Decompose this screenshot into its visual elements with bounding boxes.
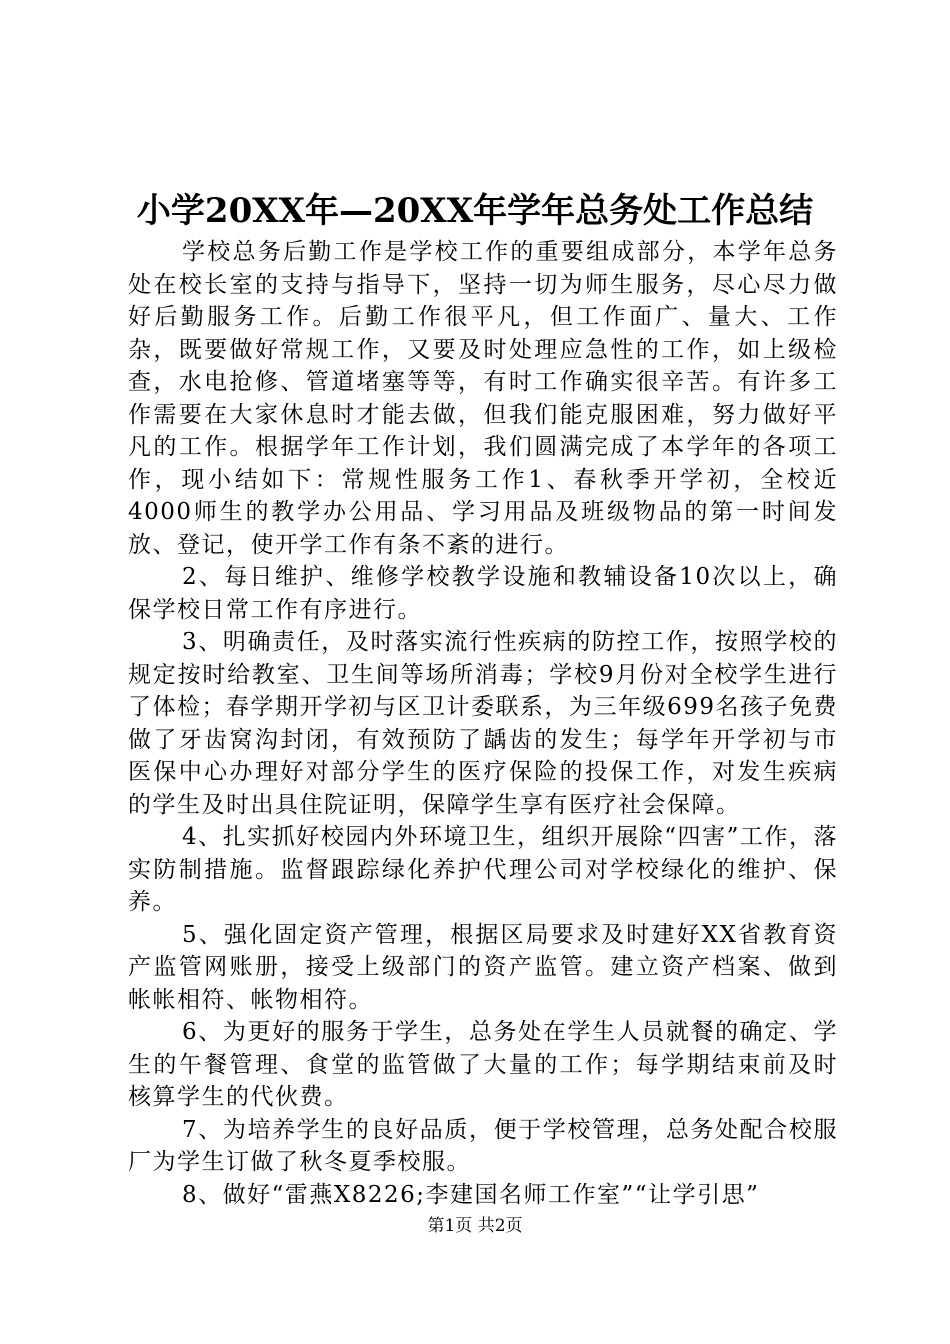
paragraph-item-8: 8、做好“雷燕X8226;李建国名师工作室”“让学引思” [182, 1181, 760, 1208]
paragraph-item-2: 2、每日维护、维修学校教学设施和教辅设备10次以上，确保学校日常工作有序进行。 [128, 564, 838, 623]
paragraph-item-6: 6、为更好的服务于学生，总务处在学生人员就餐的确定、学生的午餐管理、食堂的监管做了大量的工作；每学期结束前及时核算学生的代伙费。 [128, 1019, 838, 1110]
page-number-footer: 第1页 共2页 [427, 1216, 523, 1236]
paragraph-item-5: 5、强化固定资产管理，根据区局要求及时建好XX省教育资产监管网账册，接受上级部门的资产监管。建立资产档案、做到帐帐相符、帐物相符。 [128, 921, 838, 1013]
paragraph-intro: 学校总务后勤工作是学校工作的重要组成部分，本学年总务处在校长室的支持与指导下，坚持一切为师生服务，尽心尽力做好后勤服务工作。后勤工作很平凡，但工作面广、量大、工作杂，既要做好常规工作，又要及时处理应急性的工作，如上级检查，水电抢修、管道堵塞等等，有时工作确实很辛苦。有许多工作需要在大家休息时才能去做，但我们能克服困难，努力做好平凡的工作。根据学年工作计划，我们圆满完成了本学年的各项工作，现小结如下：常规性服务工作1、春秋季开学初，全校近4000师生的教学办公用品、学习用品及班级物品的第一时间发放、登记，使开学工作有条不紊的进行。 [128, 239, 838, 558]
paragraph-item-4: 4、扎实抓好校园内外环境卫生，组织开展除“四害”工作，落实防制措施。监督跟踪绿化养护代理公司对学校绿化的维护、保养。 [128, 824, 838, 915]
paragraph-item-7: 7、为培养学生的良好品质，便于学校管理，总务处配合校服厂为学生订做了秋冬夏季校服。 [128, 1116, 838, 1175]
document-title: 小学20XX年—20XX年学年总务处工作总结 [136, 191, 814, 231]
paragraph-item-3: 3、明确责任，及时落实流行性疾病的防控工作，按照学校的规定按时给教室、卫生间等场所消毒；学校9月份对全校学生进行了体检；春学期开学初与区卫计委联系，为三年级699名孩子免费做了牙齿窝沟封闭，有效预防了龋齿的发生；每学年开学初与市医保中心办理好对部分学生的医疗保险的投保工作，对发生疾病的学生及时出具住院证明，保障学生享有医疗社会保障。 [128, 629, 838, 818]
document-body [128, 236, 838, 1211]
